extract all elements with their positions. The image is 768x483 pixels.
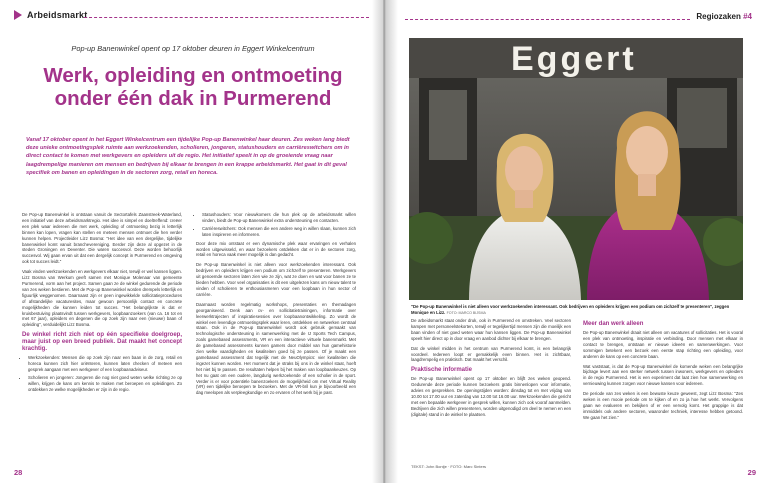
list-item: • Carrièreswitchers: Ook mensen die een andere weg in willen slaan, kunnen zich laten inspireren en informeren.	[202, 226, 356, 238]
header-rule	[84, 17, 369, 18]
paragraph: De Pop-up Banenwinkel is niet alleen voor werkzoekenden interessant. Ook bedrijven en opleiders krijgen een podium om zichzelf te presenteren. Werkgevers uit genoemde sectoren laten zien wie ze zijn, wat ze doen en wat voor banen ze te bieden hebben. Voor veel organisaties is dit een uitgelezen kans om nieuw talent te vinden of scholieren te enthousiasmeren voor een loopbaan in hun sector of carrière.	[196, 262, 356, 297]
headline	[18, 64, 368, 110]
section-tag-left	[14, 10, 87, 20]
section-label: Regiozaken	[696, 12, 741, 21]
headline-line-2: onder één dak in Purmerend	[54, 87, 332, 110]
caption-credit: FOTO: MARCO BIJSMA	[446, 310, 486, 315]
page-number-left: 28	[14, 468, 23, 477]
section-tag-right	[696, 12, 752, 21]
section-number: #4	[743, 12, 752, 21]
header-rule	[405, 19, 690, 20]
right-column-2	[583, 318, 743, 425]
page-number-right: 29	[747, 468, 756, 477]
headline-line-1: Werk, opleiding en ontmoeting	[43, 64, 343, 87]
section-label: Arbeidsmarkt	[27, 10, 88, 20]
left-column-2	[196, 212, 356, 400]
intro-paragraph: Vanaf 17 oktober opent in het Eggert Winkelcentrum een tijdelijke Pop-up Banenwinkel haar deuren. Zes weken lang biedt deze unieke ontmoetingsplek ruimte aan werkzoekenden, scholieren, jongeren, statushouders en carrièreswitchers om in direct contact te komen met werkgevers en opleiders uit de regio. Het initiatief speelt in op de groeiende vraag naar laagdrempelige manieren om mensen en bedrijven bij elkaar te brengen in een krappe arbeidsmarkt. Het gaat in dit geval specifiek om banen en opleidingen in de sectoren zorg, retail en horeca.	[26, 137, 350, 176]
list-item: • Scholieren en jongeren: Jongeren die nog niet goed weten welke richting ze op willen, krijgen de kans om kennis te maken met beroepen en opleidingen. Zo ontdekken ze welke mogelijkheden er zijn in de regio.	[28, 375, 182, 393]
right-column-1	[411, 318, 571, 422]
paragraph: Dat de winkel midden in het centrum van Purmerend komt, is een belangrijk voordeel. Iedereen loopt er gemakkelijk even binnen. Het is zichtbaar, laagdrempelig en praktisch. Dat maakt het verschil.	[411, 345, 571, 363]
kicker: Pop-up Banenwinkel opent op 17 oktober deuren in Eggert Winkelcentrum	[71, 44, 315, 53]
caption-text: "De Pop-up Banenwinkel is niet alleen voor werkzoekenden interessant. Ook bedrijven en opleiders krijgen een podium om zichzelf te presenteren", zeggen Monique en Lizz.	[411, 304, 730, 315]
portrait-photo	[409, 38, 743, 300]
subheading: Praktische informatie	[411, 367, 473, 374]
paragraph: Wat vaststaat, is dat de Pop-up Banenwinkel de komende weken een belangrijke bijdrage levert aan een sterker netwerk tussen inwoners, werkgevers en opleiders in de regio Purmerend. Het is een experiment dat laat zien hoe samenwerking en vernieuwing kunnen zorgen voor nieuwe kansen voor iedereen.	[583, 363, 743, 387]
paragraph: De arbeidsmarkt staat onder druk, ook in Purmerend en omstreken. Veel sectoren kampen met personeelstekorten, terwijl er tegelijkertijd mensen zijn die moeilijk een baan vinden of niet goed weten waar hun kansen liggen. De Pop-up Banenwinkel speelt hier direct op in door vraag en aanbod dichter bij elkaar te brengen.	[411, 318, 571, 341]
subheading: De winkel richt zich niet op één specifieke doelgroep, maar juist op een breed publiek. Dat maakt het concept krachtig.	[22, 332, 182, 353]
paragraph: Daarnaast worden regelmatig workshops, presentaties en themadagen georganiseerd. Denk aan cv- en sollicitatietrainingen, informatie over leerwerktrajecten of inspiratiesessies over loopbaanontwikkeling. Zo wordt de winkel een levendige ontmoetingsplek waar leren, ontdekken en netwerken centraal staan. Ook in de Pop-up Banenwinkel wordt ook gebruik gemaakt van technologische ondersteuning in samenwerking met de IJ Sports Tech Campus, zoals gamebased assessments, VR en een interactieve virtuele banenmarkt. Met de gamebased assessments kunnen gamers door middel van hun gamehistorie zien welke vaardigheden en kwaliteiten goed bij ze passen. Of je maakt een gamebased assessment dat tegelijk met de NeuOlympics: vier kwaliteiten die ingezet kunnen worden. Het moment dat je straks bij ons in de winkel staat, hoeft het niet bij te passen. De resultaten helpen bij het maken van loopbaankeuzes. Op het nu gaat om een oudere, langdurig werkzoekende of een scholier in de sport. Verder is er voor potentiële banenzoekers de mogelijkheid om met Virtual Reality (VR) een tijdelijke beroepen te bezoeken. Met de VR-bril kun je bijvoorbeeld een dag meelopen als verpleegkundige en zo ervaren of het werk bij je past.	[196, 301, 356, 396]
paragraph: De Pop-up Banenwinkel draait niet alleen om vacatures of sollicitaties. Het is vooral een plek van ontmoeting, inspiratie en verbinding. Door mensen met elkaar in contact te brengen, ontstaan er nieuwe ideeën en samenwerkingen. Voor sommigen betekent een bezoek een eerste stap richting een opleiding, voor anderen de kans op een concrete baan.	[583, 330, 743, 359]
bullet-list	[196, 212, 356, 238]
paragraph: De periode van zes weken is een bewuste keuze geweest, zegt Lizz Bosma: "Zes weken is een mooie periode om te kijken of en zo ja hoe het werkt. Vervolgens gaan we evalueren en bekijken of er een vervolg komt. Het grappige is dat immiddels ook andere sectoren, waaronder techniek, interesse hebben getoond. We gaan het zien."	[583, 391, 743, 420]
left-page	[0, 0, 383, 483]
list-item: • Werkzoekenden: Mensen die op zoek zijn naar een baan in de zorg, retail en horeca kunnen zich hier oriënteren, kunnen laten checken of meteen een gesprek aangaan met een werkgever of een loopbaanadviseur.	[28, 355, 182, 373]
bullet-list	[22, 355, 182, 392]
right-page	[385, 0, 768, 483]
left-column-1	[22, 212, 182, 396]
photo-caption	[411, 304, 743, 317]
paragraph: Door deze mix ontstaat er een dynamische plek waar ervaringen en verhalen worden uitgewisseld, en waar bezoekers ontdekken dat er in de sectoren zorg, retail en horeca vaak meer mogelijk is dan gedacht.	[196, 240, 356, 258]
arrow-icon	[14, 10, 22, 20]
storefront-sign: Eggert	[511, 40, 637, 78]
subheading: Meer dan werk alleen	[583, 321, 644, 327]
paragraph: De Pop-up Banenwinkel is ontstaan vanuit de Sectortafels Zaanstreek-Waterland, een initiatief van deze arbeidsmarktregio. Het idee is simpel en doeltreffend: creëer een plek waar iedereen die met werk, opleiding of ontmoeting bezig is letterlijk binnen kan lopen, vragen kan stellen en meteen mensen ontmoet die hen verder kunnen helpen. Projectleider Lizz Bosma: "Het idee van een dergelijke, tijdelijke banenwinkel komt vanuit branchevereniging. Eerder zijn deze al opgezet in de steden Groningen en Deventer. Die waren succesvol. Deze worden behoorlijk succesvol. Wij gaan ervan uit dat een dergelijk concept in Purmerend en omgeving ook tot succes leidt."	[22, 212, 182, 265]
credit-line: TEKST: John Bontje · FOTO: Marc Sinters	[411, 464, 487, 469]
paragraph: Vaak vinden werkzoekenden en werkgevers elkaar niet, terwijl er wel kansen liggen. Lizz Bosma van Werkum geeft samen met Monique Molenaar van gemeente Purmerend, vorm aan het project. Samen gaan ze de winkel gedurende de periode van zes weken bestieren. Met de Pop-up Banenwinkel worden drempels letterlijk en figuurlijk weggenomen. Daarnaast zijn er geen ingewikkelde sollicitatieprocedures of afstandelijke vacaturesites, maar gewoon persoonlijk contact en concrete mogelijkheden die kunnen leiden tot succes. "Het belangrijkste is dat er kruisbestuiving plaatsvindt tussen werkgevers, loopbaanzoekers (van ca. 16 tot en met 67 jaar), opleiders en degenen die op zoek zijn naar een (nieuwe) baan of opleiding", verduidelijkt Lizz Bosma.	[22, 269, 182, 328]
paragraph: De Pop-up Banenwinkel opent op 17 oktober en blijft zes weken geopend. Gedurende deze periode kunnen bezoekers gratis binnenlopen voor informatie, advies en gesprekken. De openingstijden worden: dinsdag tot en met vrijdag van 10.00 tot 17.00 uur en zaterdag van 12.00 tot 16.00 uur. Werkzoekenden die gericht met een bepaalde werkgever in gesprek willen, kunnen zich ook vooraf aanmelden. Bedrijven die zich willen presenteren, worden uitgenodigd om deel te nemen en een (digitale) stand in de winkel te plaatsen.	[411, 376, 571, 417]
list-item: • Statushouders: Voor nieuwkomers die hun plek op de arbeidsmarkt willen vinden, biedt de Pop-up Banenwinkel extra ondersteuning en contacten.	[202, 212, 356, 224]
